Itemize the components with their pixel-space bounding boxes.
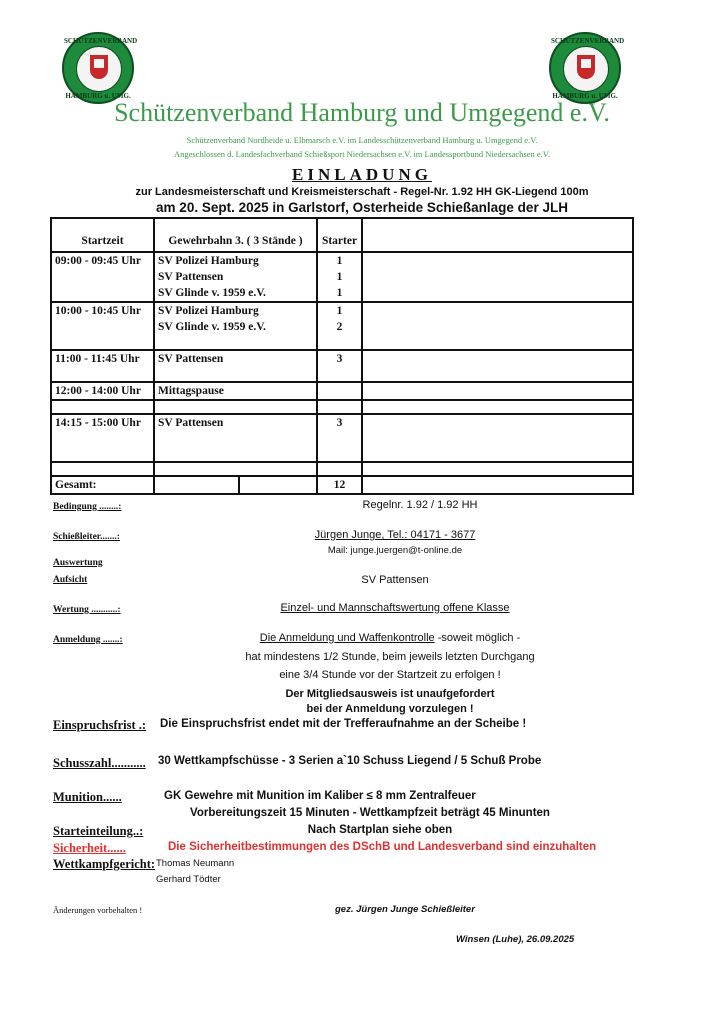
table-row (51, 319, 633, 335)
invitation-heading-text: EINLADUNG (292, 165, 432, 184)
footer-place-date: Winsen (Luhe), 26.09.2025 (456, 934, 575, 945)
value-zeiten: Vorbereitungszeit 15 Minuten - Wettkampfzeit beträgt 45 Minunten (190, 807, 550, 819)
logo-emblem (76, 46, 122, 92)
table-row (51, 269, 633, 285)
row-time (51, 319, 154, 335)
value-starteinteilung: Nach Startplan siehe oben (307, 824, 453, 836)
invitation-heading (0, 165, 724, 185)
row-time: 12:00 - 14:00 Uhr (51, 382, 154, 400)
row-club: SV Glinde v. 1959 e.V. (154, 319, 317, 335)
label-einspruchsfrist: Einspruchsfrist .: (53, 718, 147, 732)
organization-subtitle-2: Angeschlossen d. Landesfachverband Schießsport Niedersachsen e.V. im Landessportbund Niedersachsen e.V. (174, 149, 550, 159)
table-row (51, 350, 633, 367)
value-gericht-2: Gerhard Tödter (156, 874, 221, 885)
logo-text-top: SCHÜTZENVERBAND (64, 37, 138, 45)
row-club: SV Glinde v. 1959 e.V. (154, 285, 317, 302)
total-label: Gesamt: (51, 476, 154, 494)
row-starter: 1 (317, 252, 362, 269)
value-sicherheit: Die Sicherheitbestimmungen des DSchB und Landesverband sind einzuhalten (168, 841, 597, 853)
value-anmeldung-line-3: eine 3/4 Stunde vor der Startzeit zu erfolgen ! (279, 669, 501, 681)
row-time: 14:15 - 15:00 Uhr (51, 414, 154, 431)
table-header-labels (51, 233, 633, 252)
value-schiessleiter: Jürgen Junge, Tel.: 04171 - 3677 (314, 529, 476, 541)
row-club: SV Pattensen (154, 414, 317, 431)
header-starter: Starter (317, 233, 362, 252)
table-total-row (51, 476, 633, 494)
label-starteinteilung: Starteinteilung..: (53, 824, 144, 838)
row-starter: 2 (317, 319, 362, 335)
label-auswertung: Auswertung (53, 558, 103, 568)
row-starter: 1 (317, 302, 362, 319)
table-row (51, 302, 633, 319)
organization-subtitle-1: Schützenverband Nordheide u. Elbmarsch e.V. im Landesschützenverband Hamburg u. Umgegend e.V. (186, 135, 538, 145)
label-anmeldung: Anmeldung .......: (53, 635, 123, 645)
schedule-table (50, 217, 634, 495)
value-schusszahl: 30 Wettkampfschüsse - 3 Serien a`10 Schuss Liegend / 5 Schuß Probe (158, 755, 542, 767)
row-club: SV Polizei Hamburg (154, 252, 317, 269)
label-aufsicht: Aufsicht (53, 575, 88, 585)
footer-changes-note: Änderungen vorbehalten ! (53, 905, 143, 915)
value-einspruchsfrist: Die Einspruchsfrist endet mit der Trefferaufnahme an der Scheibe ! (160, 718, 527, 730)
value-bedingung: Regelnr. 1.92 / 1.92 HH (362, 499, 478, 511)
row-starter (317, 382, 362, 400)
anmeldung-part-2: -soweit möglich - (434, 632, 521, 644)
logo-emblem (563, 46, 609, 92)
value-wertung: Einzel- und Mannschaftswertung offene Klasse (280, 602, 510, 614)
row-time (51, 269, 154, 285)
anmeldung-part-1: Die Anmeldung und Waffenkontrolle (259, 632, 435, 644)
value-schiessleiter-mail: Mail: junge.juergen@t-online.de (327, 545, 463, 556)
label-schusszahl: Schusszahl........... (53, 756, 146, 770)
header-gewehrbahn: Gewehrbahn 3. ( 3 Stände ) (154, 233, 317, 252)
row-starter: 1 (317, 269, 362, 285)
label-wettkampfgericht: Wettkampfgericht: (53, 857, 156, 871)
row-starter: 3 (317, 350, 362, 367)
club-logo-right (549, 32, 625, 104)
logo-text-bottom: HAMBURG u. UMG. (552, 92, 618, 100)
row-time: 10:00 - 10:45 Uhr (51, 302, 154, 319)
row-club: SV Pattensen (154, 350, 317, 367)
invitation-line-2: am 20. Sept. 2025 in Garlstorf, Osterheide Schießanlage der JLH (156, 200, 568, 215)
row-club: SV Pattensen (154, 269, 317, 285)
label-schiessleiter: Schießleiter.......: (53, 532, 120, 542)
footer-signature: gez. Jürgen Junge Schießleiter (335, 904, 475, 915)
value-anmeldung-line-2: hat mindestens 1/2 Stunde, beim jeweils letzten Durchgang (245, 651, 535, 663)
label-munition: Munition...... (53, 790, 122, 804)
row-starter: 1 (317, 285, 362, 302)
table-row (51, 252, 633, 269)
value-anmeldung-line-4: Der Mitgliedsausweis ist unaufgefordert (285, 688, 495, 700)
label-sicherheit: Sicherheit...... (53, 841, 126, 855)
row-time: 09:00 - 09:45 Uhr (51, 252, 154, 269)
value-aufsicht: SV Pattensen (361, 574, 429, 586)
row-starter: 3 (317, 414, 362, 431)
logo-text-bottom: HAMBURG u. UMG. (65, 92, 131, 100)
row-club: Mittagspause (154, 382, 317, 400)
invitation-line-1: zur Landesmeisterschaft und Kreismeisterschaft - Regel-Nr. 1.92 HH GK-Liegend 100m (135, 186, 589, 198)
label-wertung: Wertung ...........: (53, 605, 121, 615)
row-time: 11:00 - 11:45 Uhr (51, 350, 154, 367)
label-bedingung: Bedingung ........: (53, 502, 122, 512)
table-row (51, 414, 633, 431)
header-startzeit: Startzeit (51, 233, 154, 252)
row-club: SV Polizei Hamburg (154, 302, 317, 319)
total-value: 12 (317, 476, 362, 494)
table-row (51, 382, 633, 400)
table-row (51, 285, 633, 302)
table-header-row (51, 218, 633, 233)
value-anmeldung-line-5: bei der Anmeldung vorzulegen ! (306, 703, 474, 715)
row-time (51, 285, 154, 302)
value-gericht-1: Thomas Neumann (156, 858, 235, 869)
value-anmeldung-line-1 (200, 632, 580, 644)
logo-text-top: SCHÜTZENVERBAND (551, 37, 625, 45)
club-logo-left (62, 32, 138, 104)
organization-title: Schützenverband Hamburg und Umgegend e.V. (114, 98, 610, 127)
value-munition: GK Gewehre mit Munition im Kaliber ≤ 8 mm Zentralfeuer (164, 790, 476, 802)
